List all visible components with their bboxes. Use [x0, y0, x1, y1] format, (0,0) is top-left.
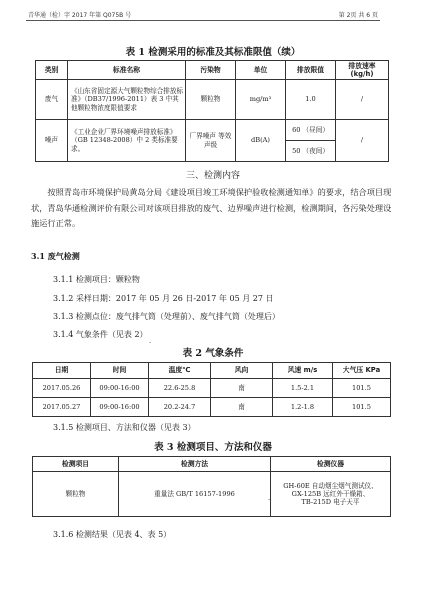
page-number: 第 2页 共 6 页 — [338, 12, 378, 19]
table2-caption: 表 2 气象条件 — [182, 348, 244, 359]
table3 — [32, 456, 391, 517]
table1-limit-cell: 1.0 — [286, 80, 336, 120]
table2-wind-direction-cell: 南 — [211, 398, 273, 417]
table2-time-cell: 09:00-16:00 — [91, 379, 149, 398]
table1-standard-cell: 《工业企业厂界环境噪声排放标准》（GB 12348-2008）中 2 类标准要求。 — [68, 120, 186, 162]
table1-pollutant-cell: 厂界噪声 等效声级 — [186, 120, 236, 162]
list-item: 3.1.5 检测项目、方法和仪器（见表 3） — [53, 423, 196, 432]
instrument-line: TB-215D 电子天平 — [301, 498, 360, 507]
table3-item-cell: 颗粒物 — [33, 472, 119, 517]
table2-col-wind-speed: 风速 m/s — [273, 363, 333, 379]
table1-col-pollutant: 污染物 — [186, 61, 236, 80]
table1-caption: 表 1 检测采用的标准及其标准限值（续） — [125, 47, 301, 58]
table1-unit-cell: dB(A) — [236, 120, 286, 162]
list-item: 3.1.1 检测项目：颗粒物 — [53, 275, 140, 284]
table3-col-method: 检测方法 — [119, 457, 271, 472]
table2-header-row — [33, 363, 391, 379]
table2-temperature-cell: 20.2-24.7 — [149, 398, 211, 417]
table2-wind-speed-cell: 1.2-1.8 — [273, 398, 333, 417]
table1-category-cell: 废气 — [36, 80, 68, 120]
table2-col-pressure: 大气压 KPa — [333, 363, 391, 379]
table1-col-unit: 单位 — [236, 61, 286, 80]
table1-rate-cell: / — [336, 80, 389, 120]
table1-unit-cell: mg/m³ — [236, 80, 286, 120]
table-row — [36, 80, 389, 120]
table1-pollutant-cell: 颗粒物 — [186, 80, 236, 120]
table1-header-row — [36, 61, 389, 80]
subsection-title: 3.1 废气检测 — [31, 251, 80, 261]
table2-date-cell: 2017.05.26 — [33, 379, 91, 398]
scan-speck: · — [268, 496, 271, 504]
scan-speck: · — [149, 339, 152, 347]
table2-col-time: 时间 — [91, 363, 149, 379]
table3-col-item: 检测项目 — [33, 457, 119, 472]
list-item: 3.1.2 采样日期：2017 年 05 月 26 日-2017 年 05 月 27 日 — [53, 294, 274, 303]
table-row — [33, 472, 391, 517]
table3-header-row — [33, 457, 391, 472]
table1-rate-cell: / — [336, 120, 389, 162]
table1 — [35, 60, 389, 162]
table2-pressure-cell: 101.5 — [333, 398, 391, 417]
section-title: 三、检测内容 — [185, 171, 240, 181]
table2-wind-direction-cell: 南 — [211, 379, 273, 398]
header-rule — [26, 20, 380, 21]
instrument-line: GH-60E 自动烟尘烟气测试仪、 — [283, 481, 378, 490]
list-item: 3.1.3 检测点位：废气排气筒（处理前）、废气排气筒（处理后） — [53, 312, 280, 321]
list-item: 3.1.4 气象条件（见表 2） — [53, 330, 148, 339]
table2-col-wind-direction: 风向 — [211, 363, 273, 379]
table1-col-limit: 排放限值 — [286, 61, 336, 80]
table1-category-cell: 噪声 — [36, 120, 68, 162]
table1-col-category: 类别 — [36, 61, 68, 80]
list-item: 3.1.6 检测结果（见表 4、表 5） — [53, 530, 172, 539]
table2-temperature-cell: 22.6-25.8 — [149, 379, 211, 398]
table3-method-cell: 重量法 GB/T 16157-1996 — [119, 472, 271, 517]
table2-col-date: 日期 — [33, 363, 91, 379]
table1-standard-cell: 《山东省固定源大气颗粒物综合排放标准》（DB37/1996-2011）表 3 中其他颗粒物浓度限值要求 — [68, 80, 186, 120]
table1-col-rate: 排放速率 (kg/h) — [336, 61, 389, 80]
table3-col-instrument: 检测仪器 — [271, 457, 391, 472]
table1-col-standard: 标准名称 — [68, 61, 186, 80]
table2 — [32, 362, 391, 417]
report-number: 青华通（检）字 2017 年第 Q075B 号 — [28, 12, 132, 19]
table2-pressure-cell: 101.5 — [333, 379, 391, 398]
table1-limit-day-cell: 60 （昼间） — [286, 120, 336, 141]
table3-instrument-cell — [271, 472, 391, 517]
table2-col-temperature: 温度℃ — [149, 363, 211, 379]
table3-caption: 表 3 检测项目、方法和仪器 — [154, 442, 272, 453]
table1-limit-night-cell: 50 （夜间） — [286, 141, 336, 162]
table2-date-cell: 2017.05.27 — [33, 398, 91, 417]
table-row — [33, 379, 391, 398]
table-row — [33, 398, 391, 417]
table-row — [36, 120, 389, 141]
instrument-line: GX-125B 远红外干燥箱、 — [291, 489, 370, 498]
table2-time-cell: 09:00-16:00 — [91, 398, 149, 417]
section-intro-paragraph: 按照青岛市环境保护局黄岛分局《建设项目竣工环境保护验收检测通知单》的要求，结合项目现状，青岛华通检测评价有限公司对该项目排放的废气、边界噪声进行检测，检测期间，各污染处理设施运行正常。 — [31, 187, 392, 228]
table2-wind-speed-cell: 1.5-2.1 — [273, 379, 333, 398]
